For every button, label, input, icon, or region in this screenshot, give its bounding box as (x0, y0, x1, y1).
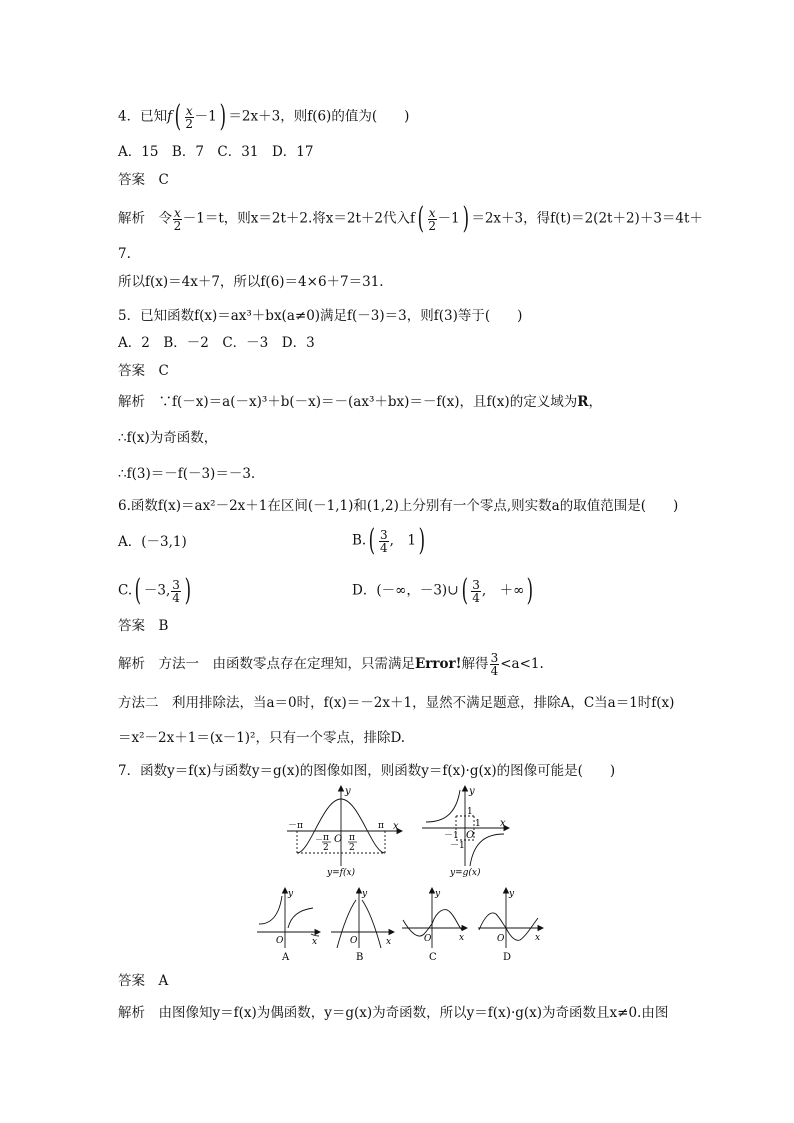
svg-text:O: O (350, 936, 358, 946)
figure-g (420, 784, 512, 880)
svg-text:y: y (362, 889, 368, 899)
g-tick-pos-x: 1 (475, 819, 481, 829)
q4-stem-func: f (167, 108, 173, 125)
f-caption: y=f(x) (327, 868, 356, 878)
g-origin: O (466, 830, 475, 841)
f-left-tick: －π (288, 821, 303, 831)
f-half-pos-den: 2 (349, 843, 355, 853)
choice-a-label: A (282, 952, 290, 962)
choice-c-graph[interactable] (400, 886, 468, 962)
svg-text:x: x (386, 937, 392, 947)
svg-text:O: O (497, 934, 505, 944)
q5-analysis-3: ∴f(3)＝－f(－3)＝－3. (118, 466, 256, 482)
choice-c-label: C (429, 952, 437, 962)
choice-a-graph[interactable] (255, 886, 321, 962)
q7-analysis: 解析 由图像知y＝f(x)为偶函数，y＝g(x)为奇函数，所以y＝f(x)·g(x)为奇函数且x≠0.由图 (118, 1005, 669, 1021)
f-half-neg-den: 2 (323, 843, 329, 853)
choice-b-graph[interactable] (329, 886, 395, 962)
g-y-label: y (469, 786, 475, 797)
choice-b-label: B (356, 952, 364, 962)
g-x-label: x (500, 818, 506, 829)
q7-answer: 答案 A (118, 973, 169, 989)
q4-analysis: 解析 令 $\frac{x}{2}$ －1＝t，则x＝2t＋2.将x＝2t＋2代入f( $\frac{x}{2}$ －1) ＝2x＋3，得f(t)＝2(2t＋2)＋3＝4t＋ (118, 201, 703, 236)
f-origin: O (334, 834, 343, 845)
f-half-neg-sign: － (315, 835, 323, 844)
q4-stem-prefix: 4．已知 (118, 108, 168, 125)
g-tick-pos-y: 1 (467, 807, 473, 817)
g-tick-neg-y: －1 (450, 841, 465, 851)
q5-analysis-2: ∴f(x)为奇函数， (118, 430, 218, 446)
q5-analysis-1: 解析 ∵f(－x)＝a(－x)³＋b(－x)＝－(ax³＋bx)＝－f(x)，且f(x)的定义域为R， (118, 394, 602, 410)
q4-stem-fraction: $\frac{x}{2}$ (185, 103, 194, 131)
f-right-tick: π (378, 821, 384, 831)
q4-stem-suffix: ＝2x＋3，则f(6)的值为( ) (228, 108, 410, 125)
svg-text:y: y (435, 889, 441, 899)
figure-f (285, 784, 403, 880)
q4-answer: 答案 C (118, 172, 169, 188)
q6-option-b: B.( $\frac{3}{4}$ , 1) (352, 523, 426, 558)
q6-method-1: 解析 方法一 由函数零点存在定理知，只需满足Error!解得 $\frac{3}{4}$ <a<1. (118, 651, 544, 678)
q6-option-a: A．(－3,1) (118, 534, 187, 550)
q4-options: A．15 B．7 C．31 D．17 (118, 144, 314, 160)
q4-stem-minus: －1 (194, 108, 217, 125)
f-half-neg-num: π (323, 833, 329, 843)
q5-answer: 答案 C (118, 363, 169, 379)
q5-stem: 5．已知函数f(x)＝ax³＋bx(a≠0)满足f(－3)＝3，则f(3)等于( ) (118, 308, 523, 324)
q6-answer: 答案 B (118, 618, 169, 634)
svg-text:y: y (509, 889, 515, 899)
g-caption: y=g(x) (450, 868, 481, 878)
q4-stem (118, 99, 410, 134)
q4-analysis-cont: 7. (118, 246, 131, 262)
svg-text:x: x (535, 933, 541, 943)
f-half-pos-num: π (349, 833, 355, 843)
svg-text:O: O (276, 936, 284, 946)
choice-d-graph[interactable] (476, 886, 544, 962)
svg-text:O: O (424, 934, 432, 944)
q4-left-paren: ( (174, 99, 182, 134)
svg-text:x: x (459, 933, 465, 943)
q5-options: A．2 B．－2 C．－3 D．3 (118, 335, 315, 351)
choice-d-label: D (503, 952, 512, 962)
q7-stem: 7．函数y＝f(x)与函数y＝g(x)的图像如图，则函数y＝f(x)·g(x)的图像可能是( ) (118, 763, 616, 779)
g-tick-neg-x: －1 (444, 831, 459, 841)
q6-method-2-cont: ＝x²－2x＋1＝(x－1)²，只有一个零点，排除D. (118, 730, 406, 746)
f-y-label: y (345, 786, 351, 797)
q6-method-2: 方法二 利用排除法，当a＝0时，f(x)＝－2x＋1，显然不满足题意，排除A，C当a＝1时f(x) (118, 695, 675, 711)
f-x-label: x (393, 821, 399, 832)
svg-text:y: y (288, 889, 294, 899)
q4-analysis-end: 所以f(x)＝4x＋7，所以f(6)＝4×6＋7＝31. (118, 274, 384, 290)
q6-option-c: C.( －3, $\frac{3}{4}$ ) (118, 573, 191, 608)
q6-stem: 6.函数f(x)＝ax²－2x＋1在区间(－1,1)和(1,2)上分别有一个零点,则实数a的取值范围是( ) (118, 498, 679, 514)
svg-text:x: x (312, 937, 318, 947)
q6-option-d: D．(－∞，－3)∪( $\frac{3}{4}$ , ＋∞) (352, 573, 534, 608)
q4-right-paren: ) (219, 99, 226, 134)
